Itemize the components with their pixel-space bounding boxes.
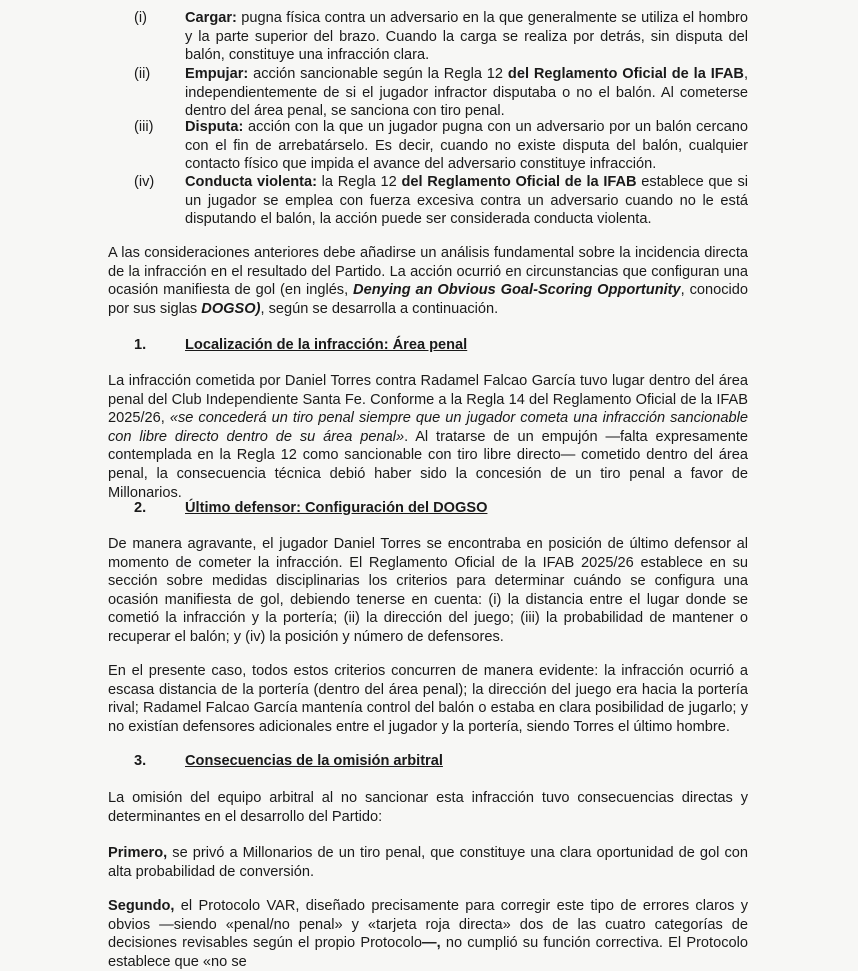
section-title: Último defensor: Configuración del DOGSO	[185, 500, 488, 516]
section-title: Consecuencias de la omisión arbitral	[185, 753, 443, 769]
section-paragraph: La omisión del equipo arbitral al no sancionar esta infracción tuvo consecuencias directas y determinantes en el desarrollo del Partido:	[108, 790, 748, 825]
intro-text: , según se desarrolla a continuación.	[260, 300, 499, 317]
lead-word: Primero,	[108, 845, 168, 861]
section-number: 3.	[134, 753, 147, 769]
list-number: (iv)	[134, 174, 155, 190]
definition-text: establece que si un jugador se emplea con fuerza excesiva contra un adversario cuando no le está disputando el balón, la acción puede ser considerada conducta violenta.	[185, 174, 748, 228]
paragraph-text: se privó a Millonarios de un tiro penal, que constituye una clara oportunidad de gol con alta probabilidad de conversión.	[108, 845, 748, 880]
bold-dash: —,	[422, 935, 441, 952]
definition-text: , independientemente de si el jugador infractor disputaba o no el balón. Al cometerse dentro del área penal, se sanciona con tiro penal.	[185, 66, 748, 120]
definition-text: la Regla 12	[316, 174, 402, 190]
paragraph-text: La infracción cometida por Daniel Torres contra Radamel Falcao García tuvo lugar dentro del área penal del Club Independiente Santa Fe. Conforme a la Regla 14 del Reglamento Oficial de la IFAB 2025/26,	[108, 373, 748, 427]
term: Conducta violenta:	[185, 174, 317, 190]
paragraph-text: no cumplió su función correctiva. El Protocolo establece que «no se	[108, 935, 748, 970]
list-number: (i)	[134, 10, 147, 26]
term: Empujar:	[185, 66, 249, 82]
paragraph-text: el Protocolo VAR, diseñado precisamente para corregir este tipo de errores claros y obvios —siendo «penal/no penal» y «tarjeta roja directa» dos de las cuatro categorías de decisiones revisables según el propio Protocolo	[108, 898, 748, 952]
definition-text: acción sancionable según la Regla 12	[248, 66, 508, 82]
section-paragraph	[108, 897, 748, 971]
ifab-reference: del Reglamento Oficial de la IFAB	[507, 66, 744, 82]
list-number: (ii)	[134, 66, 151, 82]
ifab-reference: del Reglamento Oficial de la IFAB	[401, 174, 637, 190]
acronym: DOGSO)	[201, 300, 261, 317]
section-paragraph	[108, 372, 748, 502]
rule-quote: «se concederá un tiro penal siempre que un jugador cometa una infracción sancionable con libre directo dentro de su área penal»	[108, 410, 748, 445]
section-number: 2.	[134, 500, 147, 516]
section-number: 1.	[134, 337, 147, 353]
term: Disputa:	[185, 119, 244, 135]
definition-text: pugna física contra un adversario en la que generalmente se utiliza el hombro y la parte superior del brazo. Cuando la carga se realiza por detrás, sin disputa del balón, constituye una infracción clara.	[185, 10, 748, 64]
section-paragraph: De manera agravante, el jugador Daniel Torres se encontraba en posición de último defensor al momento de cometer la infracción. El Reglamento Oficial de la IFAB 2025/26 establece en su sección sobre medidas disciplinarias los criterios para determinar cuándo se configura una ocasión manifiesta de gol, debiendo tenerse en cuenta: (i) la distancia entre el lugar donde se cometió la infracción y la portería; (ii) la dirección del juego; (iii) la probabilidad de mantener o recuperar el balón; y (iv) la posición y número de defensores.	[108, 536, 748, 645]
section-title: Localización de la infracción: Área penal	[185, 337, 468, 353]
intro-text: , conocido por sus siglas	[108, 282, 748, 317]
english-term: Denying an Obvious Goal-Scoring Opportunity	[353, 282, 681, 299]
intro-paragraph	[108, 244, 748, 318]
definition-text: acción con la que un jugador pugna con un adversario por un balón cercano con el fin de arrebatárselo. Es decir, cuando no existe disputa del balón, cualquier contacto físico que impida el avance del adversario constituye infracción.	[185, 119, 748, 173]
section-paragraph	[108, 844, 748, 881]
term: Cargar:	[185, 10, 237, 26]
section-paragraph: En el presente caso, todos estos criterios concurren de manera evidente: la infracción ocurrió a escasa distancia de la portería (dentro del área penal); la dirección del juego era hacia la portería rival; Radamel Falcao García mantenía control del balón o estaba en clara posibilidad de jugarlo; y no existían defensores adicionales entre el jugador y la portería, siendo Torres el último hombre.	[108, 663, 748, 735]
paragraph-text: . Al tratarse de un empujón —falta expresamente contemplada en la Regla 12 como sancionable con tiro libre directo— cometido dentro del área penal, la consecuencia técnica debió haber sido la concesión de un tiro penal a favor de Millonarios.	[108, 428, 748, 501]
list-number: (iii)	[134, 119, 154, 135]
intro-text: A las consideraciones anteriores debe añadirse un análisis fundamental sobre la incidencia directa de la infracción en el resultado del Partido. La acción ocurrió en circunstancias que configuran una ocasión manifiesta de gol (en inglés,	[108, 245, 748, 299]
lead-word: Segundo,	[108, 898, 175, 914]
